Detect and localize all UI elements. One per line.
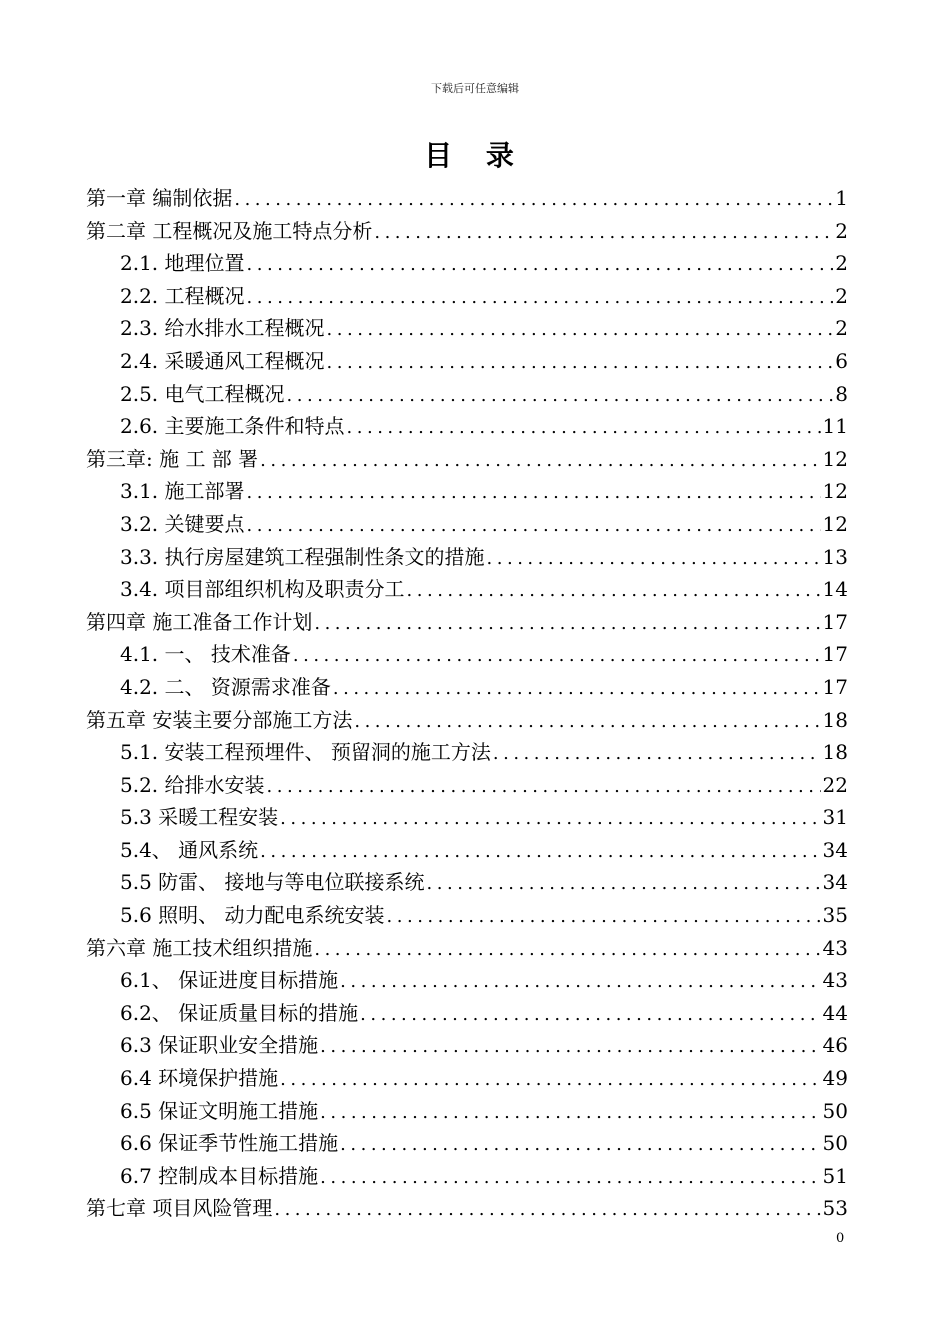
toc-dot-leader bbox=[314, 939, 820, 960]
toc-dot-leader bbox=[327, 319, 834, 340]
toc-dot-leader bbox=[247, 254, 834, 275]
toc-entry-page: 34 bbox=[822, 870, 848, 895]
toc-entry-page: 2 bbox=[835, 251, 848, 276]
toc-entry-label: 第一章 编制依据 bbox=[86, 186, 233, 210]
toc-entry-page: 18 bbox=[822, 707, 848, 732]
toc-dot-leader bbox=[247, 287, 834, 308]
toc-entry-page: 11 bbox=[822, 414, 848, 439]
toc-section-entry[interactable] bbox=[86, 997, 848, 1030]
toc-entry-page: 2 bbox=[835, 283, 848, 308]
toc-dot-leader bbox=[493, 743, 821, 764]
table-of-contents bbox=[86, 182, 848, 1225]
toc-section-entry[interactable] bbox=[86, 312, 848, 345]
toc-entry-label: 6.4 环境保护措施 bbox=[120, 1066, 279, 1091]
toc-entry-label: 2.5. 电气工程概况 bbox=[120, 381, 285, 406]
toc-dot-leader bbox=[260, 450, 820, 471]
toc-entry-label: 3.2. 关键要点 bbox=[120, 511, 245, 536]
toc-entry-label: 5.4、 通风系统 bbox=[120, 837, 259, 862]
toc-chapter-entry[interactable] bbox=[86, 182, 848, 215]
toc-entry-page: 1 bbox=[835, 186, 848, 210]
toc-section-entry[interactable] bbox=[86, 834, 848, 867]
toc-section-entry[interactable] bbox=[86, 769, 848, 802]
toc-entry-label: 第三章: 施 工 部 署 bbox=[86, 446, 259, 471]
toc-entry-label: 6.5 保证文明施工措施 bbox=[120, 1098, 319, 1123]
toc-section-entry[interactable] bbox=[86, 866, 848, 899]
toc-entry-label: 5.5 防雷、 接地与等电位联接系统 bbox=[120, 870, 425, 895]
toc-dot-leader bbox=[360, 1004, 820, 1025]
toc-dot-leader bbox=[247, 515, 821, 536]
toc-dot-leader bbox=[374, 222, 833, 243]
toc-entry-page: 43 bbox=[822, 968, 848, 993]
toc-entry-page: 2 bbox=[835, 316, 848, 341]
toc-entry-label: 第二章 工程概况及施工特点分析 bbox=[86, 218, 373, 243]
toc-section-entry[interactable] bbox=[86, 541, 848, 574]
toc-entry-label: 6.7 控制成本目标措施 bbox=[120, 1163, 319, 1188]
toc-entry-label: 3.3. 执行房屋建筑工程强制性条文的措施 bbox=[120, 544, 485, 569]
toc-dot-leader bbox=[320, 1167, 820, 1188]
toc-dot-leader bbox=[407, 580, 821, 601]
toc-section-entry[interactable] bbox=[86, 1160, 848, 1193]
toc-dot-leader bbox=[333, 678, 821, 699]
toc-section-entry[interactable] bbox=[86, 573, 848, 606]
toc-chapter-entry[interactable] bbox=[86, 704, 848, 737]
toc-dot-leader bbox=[347, 417, 821, 438]
toc-entry-page: 12 bbox=[822, 479, 848, 504]
toc-entry-label: 5.3 采暖工程安装 bbox=[120, 805, 279, 830]
toc-entry-page: 46 bbox=[822, 1033, 848, 1058]
toc-dot-leader bbox=[320, 1036, 820, 1057]
toc-entry-page: 18 bbox=[822, 740, 848, 765]
toc-dot-leader bbox=[247, 482, 821, 503]
toc-section-entry[interactable] bbox=[86, 899, 848, 932]
toc-entry-label: 3.4. 项目部组织机构及职责分工 bbox=[120, 577, 405, 602]
toc-entry-page: 13 bbox=[822, 544, 848, 569]
toc-entry-label: 5.1. 安装工程预埋件、 预留洞的施工方法 bbox=[120, 740, 491, 765]
toc-entry-page: 2 bbox=[835, 218, 848, 243]
toc-chapter-entry[interactable] bbox=[86, 443, 848, 476]
page-header-note: 下载后可任意编辑 bbox=[431, 82, 519, 95]
toc-dot-leader bbox=[314, 613, 820, 634]
toc-entry-label: 5.2. 给排水安装 bbox=[120, 772, 265, 797]
toc-entry-label: 4.2. 二、 资源需求准备 bbox=[120, 674, 331, 699]
toc-dot-leader bbox=[387, 906, 821, 927]
toc-chapter-entry[interactable] bbox=[86, 932, 848, 965]
toc-entry-label: 6.2、 保证质量目标的措施 bbox=[120, 1000, 359, 1025]
toc-section-entry[interactable] bbox=[86, 671, 848, 704]
toc-section-entry[interactable] bbox=[86, 1029, 848, 1062]
toc-entry-page: 50 bbox=[822, 1098, 848, 1123]
toc-chapter-entry[interactable] bbox=[86, 1192, 848, 1225]
toc-entry-page: 14 bbox=[822, 577, 848, 602]
toc-section-entry[interactable] bbox=[86, 508, 848, 541]
toc-entry-label: 2.6. 主要施工条件和特点 bbox=[120, 414, 345, 439]
toc-dot-leader bbox=[327, 352, 834, 373]
toc-entry-label: 第六章 施工技术组织措施 bbox=[86, 935, 313, 960]
toc-entry-page: 22 bbox=[822, 772, 848, 797]
toc-section-entry[interactable] bbox=[86, 801, 848, 834]
toc-entry-page: 51 bbox=[822, 1163, 848, 1188]
toc-entry-label: 5.6 照明、 动力配电系统安装 bbox=[120, 903, 385, 928]
toc-section-entry[interactable] bbox=[86, 410, 848, 443]
toc-section-entry[interactable] bbox=[86, 1095, 848, 1128]
toc-entry-page: 34 bbox=[822, 837, 848, 862]
toc-chapter-entry[interactable] bbox=[86, 606, 848, 639]
toc-entry-page: 17 bbox=[822, 674, 848, 699]
toc-dot-leader bbox=[274, 1199, 820, 1220]
toc-entry-page: 12 bbox=[822, 511, 848, 536]
toc-entry-label: 2.4. 采暖通风工程概况 bbox=[120, 348, 325, 373]
toc-section-entry[interactable] bbox=[86, 736, 848, 769]
toc-dot-leader bbox=[293, 645, 821, 666]
toc-entry-label: 第七章 项目风险管理 bbox=[86, 1196, 273, 1221]
toc-dot-leader bbox=[354, 711, 820, 732]
toc-dot-leader bbox=[340, 1134, 820, 1155]
toc-dot-leader bbox=[234, 189, 833, 210]
toc-entry-page: 49 bbox=[822, 1066, 848, 1091]
toc-entry-label: 第四章 施工准备工作计划 bbox=[86, 609, 313, 634]
toc-section-entry[interactable] bbox=[86, 1062, 848, 1095]
toc-entry-label: 第五章 安装主要分部施工方法 bbox=[86, 707, 353, 732]
toc-section-entry[interactable] bbox=[86, 964, 848, 997]
toc-entry-page: 35 bbox=[822, 903, 848, 928]
toc-entry-page: 43 bbox=[822, 935, 848, 960]
toc-dot-leader bbox=[280, 1069, 820, 1090]
toc-section-entry[interactable] bbox=[86, 1127, 848, 1160]
toc-section-entry[interactable] bbox=[86, 638, 848, 671]
toc-dot-leader bbox=[340, 971, 820, 992]
toc-entry-label: 6.1、 保证进度目标措施 bbox=[120, 968, 339, 993]
toc-entry-label: 2.2. 工程概况 bbox=[120, 283, 245, 308]
toc-entry-page: 53 bbox=[822, 1196, 848, 1221]
toc-entry-page: 12 bbox=[822, 446, 848, 471]
toc-entry-page: 6 bbox=[835, 348, 848, 373]
toc-dot-leader bbox=[487, 548, 821, 569]
toc-section-entry[interactable] bbox=[86, 247, 848, 280]
toc-entry-label: 4.1. 一、 技术准备 bbox=[120, 642, 291, 667]
toc-title: 目 录 bbox=[424, 139, 526, 172]
toc-dot-leader bbox=[320, 1102, 820, 1123]
toc-dot-leader bbox=[280, 808, 820, 829]
toc-section-entry[interactable] bbox=[86, 378, 848, 411]
toc-entry-page: 17 bbox=[822, 609, 848, 634]
toc-section-entry[interactable] bbox=[86, 280, 848, 313]
toc-dot-leader bbox=[267, 776, 821, 797]
toc-section-entry[interactable] bbox=[86, 475, 848, 508]
toc-entry-page: 17 bbox=[822, 642, 848, 667]
toc-entry-label: 2.1. 地理位置 bbox=[120, 251, 245, 276]
toc-entry-page: 31 bbox=[822, 805, 848, 830]
toc-chapter-entry[interactable] bbox=[86, 215, 848, 248]
toc-section-entry[interactable] bbox=[86, 345, 848, 378]
toc-entry-label: 6.3 保证职业安全措施 bbox=[120, 1033, 319, 1058]
page-number: 0 bbox=[836, 1231, 845, 1246]
toc-entry-page: 50 bbox=[822, 1131, 848, 1156]
toc-dot-leader bbox=[260, 841, 820, 862]
toc-entry-page: 8 bbox=[835, 381, 848, 406]
toc-entry-label: 2.3. 给水排水工程概况 bbox=[120, 316, 325, 341]
toc-entry-label: 3.1. 施工部署 bbox=[120, 479, 245, 504]
toc-entry-page: 44 bbox=[822, 1000, 848, 1025]
toc-dot-leader bbox=[287, 385, 834, 406]
toc-entry-label: 6.6 保证季节性施工措施 bbox=[120, 1131, 339, 1156]
toc-dot-leader bbox=[427, 873, 821, 894]
